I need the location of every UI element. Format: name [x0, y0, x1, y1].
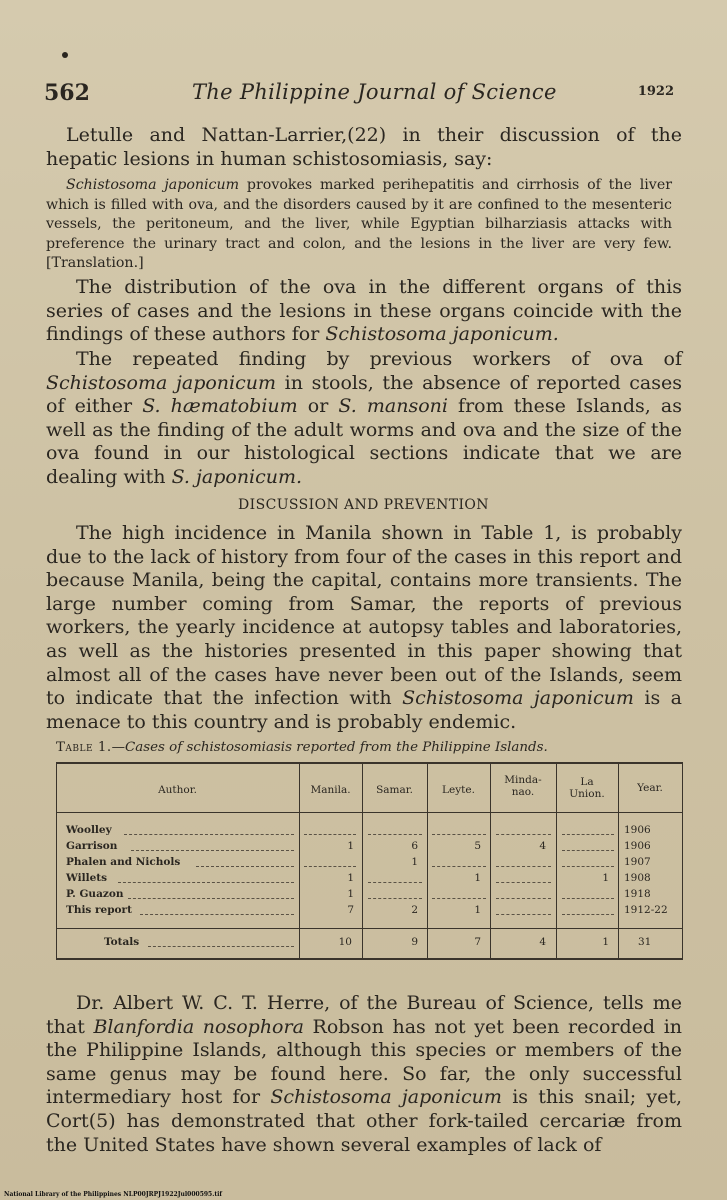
- cell-total-mindanao: 4: [539, 936, 546, 948]
- species-name: Schistosoma japonicum.: [325, 323, 559, 346]
- cell-total-la-union: 1: [602, 936, 609, 948]
- header-samar: Samar.: [376, 784, 413, 796]
- section-heading: DISCUSSION AND PREVENTION: [238, 497, 489, 513]
- cell-year: 1906: [624, 824, 651, 836]
- cell-totals-label: Totals: [104, 936, 140, 948]
- cell-author: Garrison: [66, 840, 118, 852]
- header-year: Year.: [637, 782, 663, 794]
- leader-dots: [140, 914, 294, 915]
- paragraph-text: is this snail; yet, Cort(5) has demonstrated that other fork-tailed cercariæ from the United States have shown several examples of lack of: [46, 1086, 683, 1156]
- species-name: Schistosoma japonicum: [46, 371, 277, 394]
- cell-manila: 1: [347, 888, 354, 900]
- species-name: Schistosoma japonicum: [402, 687, 634, 710]
- table-row: [56, 888, 683, 902]
- empty-cell-dash: [562, 866, 614, 867]
- cell-manila: 1: [347, 872, 354, 884]
- block-quote: [46, 176, 672, 274]
- cell-samar: 1: [411, 856, 418, 868]
- leader-dots: [196, 866, 294, 867]
- leader-dots: [118, 882, 294, 883]
- empty-cell-dash: [368, 834, 422, 835]
- empty-cell-dash: [432, 866, 486, 867]
- cell-author: Phalen and Nichols: [66, 856, 181, 868]
- cell-year: 1908: [624, 872, 651, 884]
- table-label: Table 1.: [56, 740, 112, 755]
- paragraph-text: from these Islands, as well as the finding of the adult worms and ova and the size of the ova found in our histological sections indicate that we are dealing with: [46, 395, 682, 488]
- cell-manila: 1: [347, 840, 354, 852]
- quote-text: provokes marked perihepatitis and cirrhosis of the liver which is filled with ova, and the disorders caused by it are confined to the mesenteric vessels, the peritoneum, and the liver, while Egyptian bilharziasis attacks with preference the urinary tract and colon, and the lesions in the liver are very few. [Translation.]: [46, 177, 672, 271]
- leader-dots: [124, 834, 294, 835]
- cell-leyte: 5: [474, 840, 481, 852]
- table-rule-bottom: [56, 958, 683, 960]
- cell-year: 1918: [624, 888, 651, 900]
- table-row: [56, 856, 683, 870]
- leader-dots: [131, 850, 294, 851]
- cell-total-year: 31: [638, 936, 652, 948]
- table-caption: [56, 740, 686, 755]
- species-name: Blanfordia nosophora: [93, 1015, 304, 1038]
- cell-leyte: 1: [474, 904, 481, 916]
- table-rule-header: [56, 812, 683, 813]
- header-mindanao: Minda- nao.: [504, 774, 542, 798]
- cell-samar: 6: [411, 840, 418, 852]
- species-name: S. hæmatobium: [142, 395, 298, 418]
- empty-cell-dash: [432, 898, 486, 899]
- table-rule-top: [56, 762, 683, 764]
- cell-mindanao: 4: [539, 840, 546, 852]
- empty-cell-dash: [496, 834, 551, 835]
- running-header: [44, 80, 674, 108]
- paragraph-text: The high incidence in Manila shown in Table 1, is probably due to the lack of history from four of the cases in this report and because Manila, being the capital, contains more transients. The large number coming from Samar, the reports of previous workers, the yearly incidence at autopsy tables and laboratories, as well as the histories presented in this paper showing that almost all of the cases have never been out of the Islands, seem to indicate that the infection with: [46, 522, 682, 710]
- table-row: [56, 872, 683, 886]
- empty-cell-dash: [432, 834, 486, 835]
- paragraph-text: Dr. Albert W. C. T. Herre, of the Bureau of Science, tells me that: [46, 992, 682, 1038]
- cases-table: [56, 762, 683, 960]
- paragraph-herre: [46, 992, 682, 1157]
- journal-title: The Philippine Journal of Science: [192, 80, 557, 104]
- cell-author: This report: [66, 904, 132, 916]
- empty-cell-dash: [368, 898, 422, 899]
- species-name: Schistosoma japonicum: [270, 1086, 502, 1109]
- table-title: —Cases of schistosomiasis reported from the Philippine Islands.: [111, 740, 548, 755]
- empty-cell-dash: [496, 882, 551, 883]
- empty-cell-dash: [368, 882, 422, 883]
- paragraph-high-incidence: [46, 522, 682, 734]
- page-number: 562: [44, 80, 90, 106]
- empty-cell-dash: [562, 898, 614, 899]
- empty-cell-dash: [496, 866, 551, 867]
- paragraph-text: The repeated finding by previous workers of ova of: [76, 348, 682, 370]
- cell-year: 1906: [624, 840, 651, 852]
- empty-cell-dash: [304, 834, 356, 835]
- quote-species-name: Schistosoma japonicum: [66, 177, 240, 193]
- table-row: [56, 904, 683, 918]
- header-leyte: Leyte.: [442, 784, 475, 796]
- cell-total-samar: 9: [411, 936, 418, 948]
- paragraph-text: Robson has not yet been recorded in the Philippine Islands, although this species or members of the same genus may be found here. So far, the only successful intermediary host for: [46, 1015, 683, 1109]
- table-row: [56, 840, 683, 854]
- header-la-union: La Union.: [569, 776, 605, 800]
- table-row: [56, 824, 683, 838]
- ink-dot: [62, 52, 68, 58]
- paragraph-text: is a menace to this country and is probably endemic.: [46, 687, 682, 733]
- table-totals-row: [56, 936, 683, 950]
- paragraph-repeated-finding: [46, 348, 682, 490]
- cell-samar: 2: [411, 904, 418, 916]
- table-rule-totals: [56, 928, 683, 929]
- empty-cell-dash: [562, 914, 614, 915]
- paragraph-text: Letulle and Nattan-Larrier,(22) in their discussion of the hepatic lesions in human schistosomiasis, say:: [46, 124, 682, 170]
- cell-author: Woolley: [66, 824, 112, 836]
- empty-cell-dash: [496, 898, 551, 899]
- cell-total-manila: 10: [338, 936, 352, 948]
- leader-dots: [148, 946, 294, 947]
- cell-author: P. Guazon: [66, 888, 124, 900]
- header-year: 1922: [637, 84, 674, 99]
- empty-cell-dash: [562, 850, 614, 851]
- cell-author: Willets: [66, 872, 108, 884]
- paragraph-text: The distribution of the ova in the different organs of this series of cases and the lesions in these organs coincide with the findings of these authors for: [46, 276, 682, 346]
- scan-footer: National Library of the Philippines NLP00JRPJ1922Jul000595.tif: [4, 1191, 222, 1198]
- paragraph-letulle: [46, 124, 682, 171]
- paragraph-distribution: [46, 276, 682, 347]
- cell-total-leyte: 7: [474, 936, 481, 948]
- species-name: S. japonicum.: [171, 465, 303, 488]
- species-name: S. mansoni: [338, 395, 448, 418]
- cell-leyte: 1: [474, 872, 481, 884]
- paragraph-text: in stools, the absence of reported cases of either: [46, 371, 682, 418]
- cell-manila: 7: [347, 904, 354, 916]
- empty-cell-dash: [496, 914, 551, 915]
- paragraph-text: or: [297, 395, 339, 418]
- empty-cell-dash: [562, 834, 614, 835]
- empty-cell-dash: [304, 866, 356, 867]
- cell-la-union: 1: [602, 872, 609, 884]
- header-manila: Manila.: [310, 784, 351, 796]
- cell-year: 1907: [624, 856, 651, 868]
- header-author: Author.: [158, 784, 197, 796]
- leader-dots: [128, 898, 294, 899]
- cell-year: 1912-22: [624, 904, 668, 916]
